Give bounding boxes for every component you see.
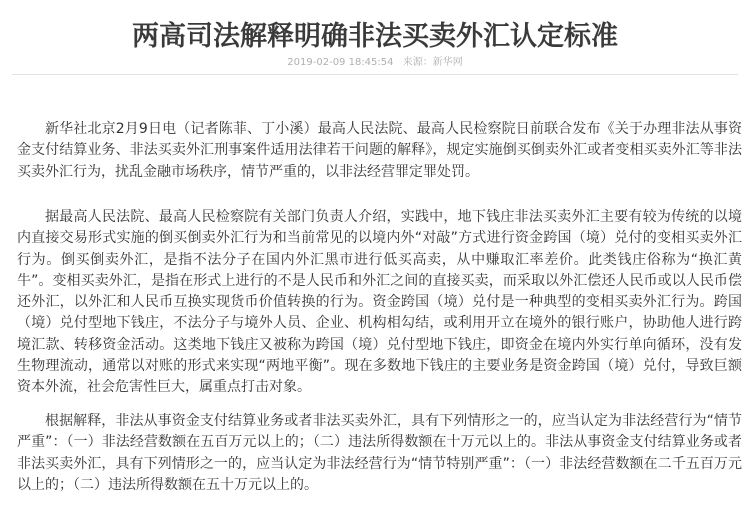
paragraph-criteria: 根据解释，非法从事资金支付结算业务或者非法买卖外汇，具有下列情形之一的，应当认定为非法经营行为“情节严重”：（一）非法经营数额在五百万元以上的；（二）违法所得数额在十万元以上的。非法从事资金支付结算业务或者非法买卖外汇，具有下列情形之一的，应当认定为非法经营行为“情节特别严重”：（一）非法经营数额在二千五百万元以上的；（二）违法所得数额在五十万元以上的。 xyxy=(17,413,742,493)
publish-date: 2019-02-09 18:45:54 xyxy=(287,57,394,68)
article-title: 两高司法解释明确非法买卖外汇认定标准 xyxy=(132,21,618,52)
paragraph-explanation: 据最高人民法院、最高人民检察院有关部门负责人介绍，实践中，地下钱庄非法买卖外汇主要有较为传统的以境内直接交易形式实施的倒买倒卖外汇行为和当前常见的以境内外“对敲”方式进行资金跨国（境）兑付的变相买卖外汇行为。倒买倒卖外汇，是指不法分子在国内外汇黑市进行低买高卖，从中赚取汇率差价。此类钱庄俗称为“换汇黄牛”。变相买卖外汇，是指在形式上进行的不是人民币和外汇之间的直接买卖，而采取以外汇偿还人民币或以人民币偿还外汇，以外汇和人民币互换实现货币价值转换的行为。资金跨国（境）兑付是一种典型的变相买卖外汇行为。跨国（境）兑付型地下钱庄，不法分子与境外人员、企业、机构相勾结，或利用开立在境外的银行账户，协助他人进行跨境汇款、转移资金活动。这类地下钱庄又被称为跨国（境）兑付型地下钱庄，即资金在境内外实行单向循环，没有发生物理流动，通常以对账的形式来实现“两地平衡”。现在多数地下钱庄的主要业务是资金跨国（境）兑付，导致巨额资本外流，社会危害性巨大，属重点打击对象。 xyxy=(17,209,742,396)
paragraph-intro: 新华社北京2月9日电（记者陈菲、丁小溪）最高人民法院、最高人民检察院日前联合发布《关于办理非法从事资金支付结算业务、非法买卖外汇刑事案件适用法律若干问题的解释》，规定实施倒买倒卖外汇或者变相买卖外汇等非法买卖外汇行为，扰乱金融市场秩序，情节严重的，以非法经营罪定罪处罚。 xyxy=(17,121,742,180)
title-divider xyxy=(12,74,738,75)
article-source: 来源：新华网 xyxy=(402,57,463,68)
article-meta xyxy=(0,53,750,68)
